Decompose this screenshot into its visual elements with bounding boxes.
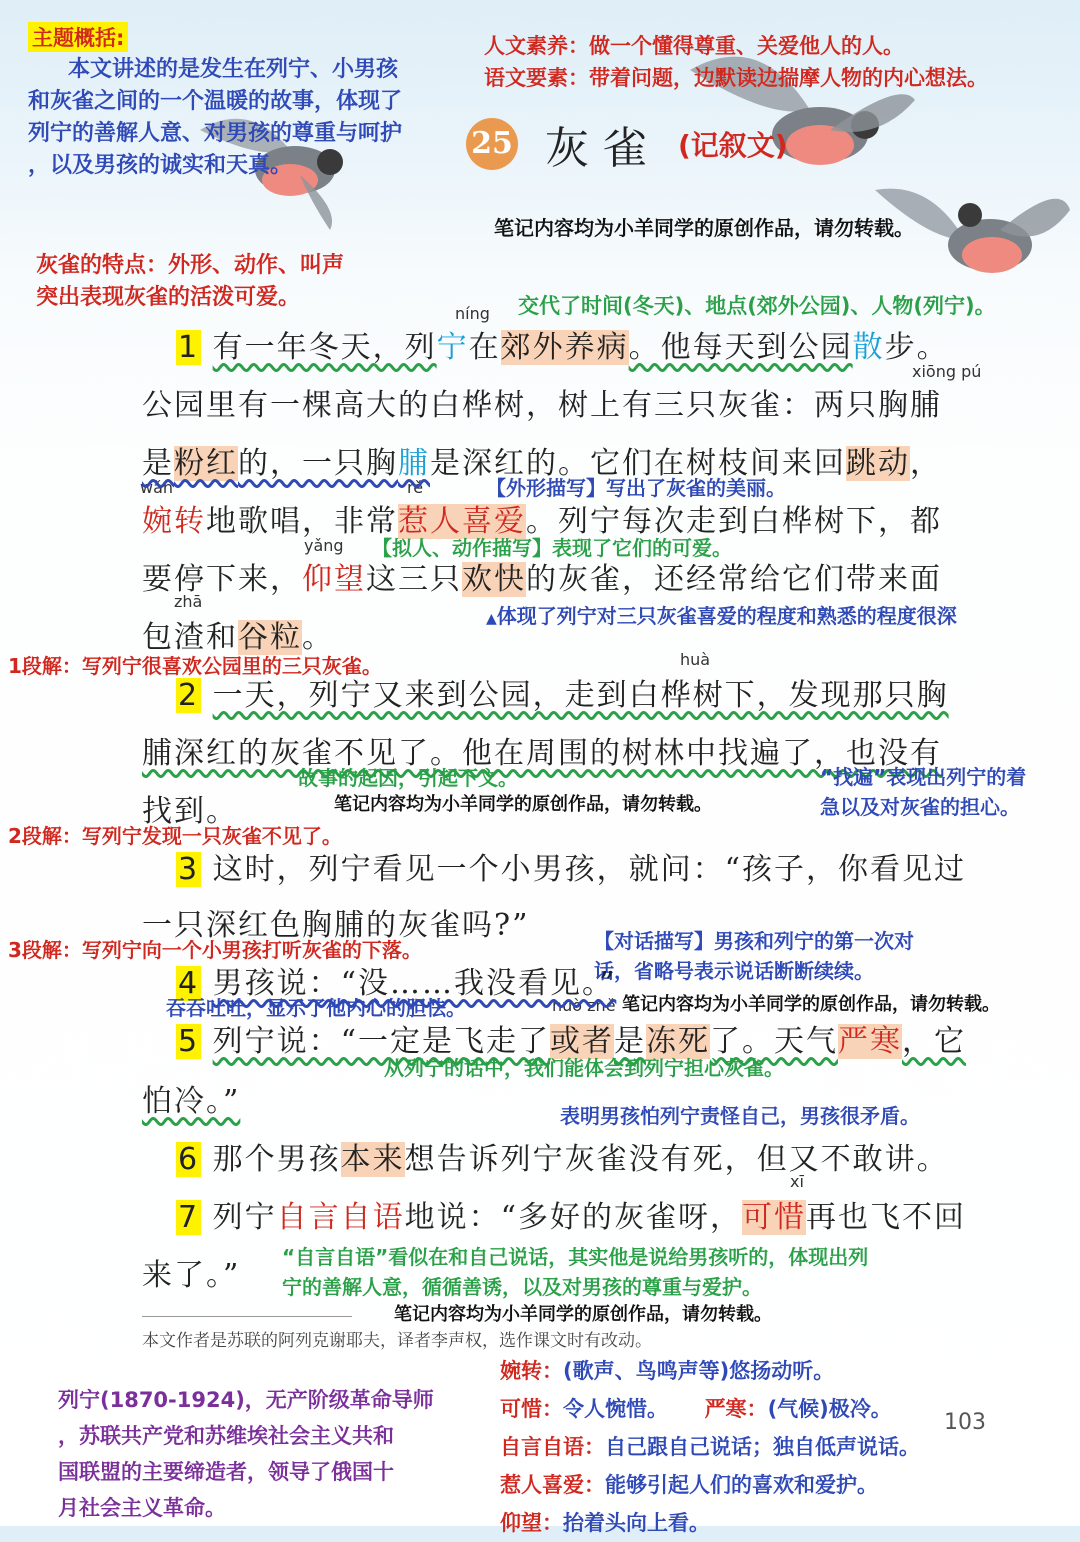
- paragraph-number: 6: [178, 1142, 200, 1177]
- text: 想告诉列宁灰雀没有死，但又不敢讲。: [404, 1142, 949, 1177]
- text: 月社会主义革命。: [58, 1496, 226, 1520]
- setting-note: 交代了时间(冬天)、地点(郊外公园)、人物(列宁)。: [518, 294, 996, 318]
- text: 一天，列宁又来到公园，走到白桦树下，发现那只胸: [212, 678, 949, 713]
- summary-line: ，以及男孩的诚实和天真。: [28, 153, 293, 178]
- text: 跳动: [846, 446, 910, 481]
- note-zhaobian: [820, 762, 1026, 822]
- text: 国联盟的主要缔造者，领导了俄国十: [58, 1460, 394, 1484]
- paragraph-7-line-1: [176, 1192, 966, 1236]
- paragraph-number: 7: [178, 1200, 200, 1235]
- language-goal: 语文要素：带着问题，边默读边揣摩人物的内心想法。: [484, 66, 988, 90]
- text: 郊外养病: [500, 330, 629, 365]
- text: “自言自语”看似在和自己说话，其实他是说给男孩听的，体现出列: [282, 1245, 869, 1269]
- text: 怕冷。”: [142, 1084, 241, 1119]
- watermark: 笔记内容均为小羊同学的原创作品，请勿转载。: [394, 1304, 772, 1325]
- text: 散: [852, 330, 885, 365]
- pinyin-wan: wǎn: [140, 478, 174, 497]
- text: 自言自语: [276, 1200, 405, 1235]
- text: 步。: [884, 330, 949, 365]
- text: 【对话描写】男孩和列宁的第一次对: [594, 929, 914, 953]
- text: 严寒：: [704, 1397, 768, 1421]
- text: 仰望：: [500, 1511, 563, 1535]
- text: 了。天气: [709, 1024, 838, 1059]
- p2-summary: 2段解：写列宁发现一只灰雀不见了。: [8, 824, 342, 848]
- text: ，: [910, 446, 942, 481]
- text: 惹人喜爱：: [500, 1473, 605, 1497]
- text: 抬着头向上看。: [563, 1511, 710, 1535]
- text: 是: [142, 446, 174, 481]
- text: 要停下来，: [142, 562, 302, 597]
- text: 惹人喜爱: [398, 504, 526, 539]
- paragraph-3-line-2: 一只深红色胸脯的灰雀吗?”: [142, 908, 530, 943]
- vocab-item: [500, 1390, 920, 1428]
- paragraph-6-line-1: [176, 1134, 949, 1178]
- text: 宁的善解人意，循循善诱，以及对男孩的尊重与爱护。: [282, 1275, 762, 1299]
- vocab-item: [500, 1466, 920, 1504]
- summary-line: 列宁的善解人意、对男孩的尊重与呵护: [28, 121, 403, 146]
- pinyin-yang: yǎng: [304, 536, 344, 555]
- lesson-genre: (记叙文): [678, 129, 788, 162]
- text: 宁: [436, 330, 469, 365]
- pinyin-re: rě: [407, 478, 424, 497]
- footnote-rule: [142, 1316, 352, 1317]
- pinyin-xi: xī: [790, 1172, 804, 1191]
- page-number: 103: [944, 1410, 986, 1435]
- text: 这三只: [366, 562, 462, 597]
- note-conflict: 表明男孩怕列宁责怪自己，男孩很矛盾。: [560, 1104, 920, 1128]
- text: 欢快: [462, 562, 526, 597]
- text: 婉转：: [500, 1359, 563, 1383]
- vocab-list: [500, 1352, 920, 1542]
- text: 那个男孩: [212, 1142, 341, 1177]
- text: 的灰雀，还经常给它们带来面: [526, 562, 942, 597]
- note-self-talk: [282, 1242, 868, 1302]
- text: 的，一只胸: [238, 446, 398, 481]
- text: (气候)极冷。: [767, 1397, 892, 1421]
- text: 粉红: [174, 446, 238, 481]
- source-note: 本文作者是苏联的阿列克谢耶夫，译者李声权，选作课文时有改动。: [142, 1331, 652, 1351]
- paragraph-number: 3: [178, 852, 200, 887]
- text: 包渣和: [142, 620, 238, 655]
- text: 。列宁每次走到白桦树下，都: [526, 504, 942, 539]
- pinyin-xiongpu: xiōng pú: [912, 362, 982, 381]
- watermark: 笔记内容均为小羊同学的原创作品，请勿转载。: [494, 216, 914, 240]
- text: 这时，列宁看见一个小男孩，就问：“孩子，你看见过: [212, 852, 966, 887]
- paragraph-number: 2: [178, 678, 200, 713]
- bird-traits-line: 突出表现灰雀的活泼可爱。: [36, 285, 301, 310]
- text: 列宁(1870-1924)，无产阶级革命导师: [58, 1388, 434, 1412]
- text: 婉转: [142, 504, 206, 539]
- text: 话，省略号表示说话断断续续。: [594, 959, 874, 983]
- text: 仰望: [302, 562, 366, 597]
- text: 地歌唱，非常: [206, 504, 398, 539]
- text: 再也飞不回: [805, 1200, 966, 1235]
- vocab-item: [500, 1352, 920, 1390]
- text: 是: [613, 1024, 646, 1059]
- paragraph-2-line-3: 找到。: [142, 794, 238, 829]
- text: 冻死: [645, 1024, 710, 1059]
- paragraph-5-line-2: [142, 1076, 240, 1120]
- text: “找遍”表现出列宁的着: [820, 765, 1027, 789]
- humanities-goal: 人文素养：做一个懂得尊重、关爱他人的人。: [484, 34, 904, 58]
- pinyin-hua: huà: [680, 650, 711, 669]
- watermark: 笔记内容均为小羊同学的原创作品，请勿转载。: [334, 794, 712, 815]
- text: ，它: [901, 1024, 966, 1059]
- summary-line: 和灰雀之间的一个温暖的故事，体现了: [28, 89, 403, 114]
- paragraph-1-line-1: [176, 322, 949, 366]
- text: 体现了列宁对三只灰雀喜爱的程度和熟悉的程度很深: [496, 604, 957, 628]
- note-worry: 从列宁的话中，我们能体会到列宁担心灰雀。: [384, 1056, 784, 1080]
- lesson-title: 灰 雀: [545, 123, 647, 174]
- summary-line: 本文讲述的是发生在列宁、小男孩: [68, 57, 399, 82]
- text: 脯深红的灰雀不见了。他在周围的树林中找遍了，也没有: [142, 736, 942, 771]
- summary-title: 主题概括:: [28, 22, 128, 52]
- text: 在: [468, 330, 501, 365]
- text: 脯: [398, 446, 430, 481]
- text: 自己跟自己说话；独自低声说话。: [605, 1435, 920, 1459]
- text: 急以及对灰雀的担心。: [820, 795, 1020, 819]
- p3-summary: 3段解：写列宁向一个小男孩打听灰雀的下落。: [8, 938, 422, 962]
- text: 或者: [549, 1024, 614, 1059]
- text: 可惜: [741, 1200, 806, 1235]
- pinyin-huozhe: huò zhě: [552, 996, 616, 1015]
- text: 。: [302, 620, 334, 655]
- text: 令人惋惜。: [563, 1397, 668, 1421]
- text: 。他每天到公园: [628, 330, 853, 365]
- text: 地说：“多好的灰雀呀，: [404, 1200, 742, 1235]
- note-love: ▲体现了列宁对三只灰雀喜爱的程度和熟悉的程度很深: [486, 604, 957, 628]
- paragraph-number: 4: [178, 966, 200, 1001]
- lenin-bio: [58, 1382, 434, 1526]
- text: ，苏联共产党和苏维埃社会主义共和: [58, 1424, 394, 1448]
- bird-traits-line: 灰雀的特点：外形、动作、叫声: [36, 253, 345, 278]
- vocab-item: [500, 1504, 920, 1542]
- paragraph-number: 1: [178, 330, 200, 365]
- text: 是深红的。它们在树枝间来回: [430, 446, 846, 481]
- note-action: 【拟人、动作描写】表现了它们的可爱。: [372, 536, 732, 560]
- note-dialog: [594, 926, 914, 986]
- paragraph-2-line-1: [176, 670, 949, 714]
- text: (歌声、鸟鸣声等)悠扬动听。: [563, 1359, 835, 1383]
- paragraph-1-line-2: 公园里有一棵高大的白桦树，树上有三只灰雀：两只胸脯: [142, 388, 942, 423]
- text: 自言自语：: [500, 1435, 605, 1459]
- text: 能够引起人们的喜欢和爱护。: [605, 1473, 878, 1497]
- watermark: 笔记内容均为小羊同学的原创作品，请勿转载。: [622, 994, 1000, 1015]
- bird-traits: [36, 250, 344, 314]
- lesson-number: 25: [466, 118, 518, 170]
- pinyin-zha: zhā: [174, 592, 203, 611]
- summary-text: [28, 54, 468, 182]
- text: 男孩说：“没……我没看见。”: [212, 966, 617, 1001]
- paragraph-7-line-2: 来了。”: [142, 1258, 241, 1293]
- text: 列宁: [212, 1200, 277, 1235]
- note-timid: 吞吞吐吐，显示了他内心的胆怯。: [166, 996, 466, 1020]
- text: 有一年冬天，列: [212, 330, 437, 365]
- vocab-item: [500, 1428, 920, 1466]
- paragraph-number: 5: [178, 1024, 200, 1059]
- p1-summary: 1段解：写列宁很喜欢公园里的三只灰雀。: [8, 654, 382, 678]
- text: 本来: [340, 1142, 405, 1177]
- note-appearance: 【外形描写】写出了灰雀的美丽。: [486, 476, 786, 500]
- note-cause: 故事的起因，引起下文。: [298, 766, 518, 790]
- text: 可惜：: [500, 1397, 563, 1421]
- text: 谷粒: [238, 620, 302, 655]
- text: 严寒: [837, 1024, 902, 1059]
- paragraph-3-line-1: [176, 844, 966, 888]
- pinyin-ning: níng: [455, 304, 490, 323]
- text: 列宁说：“一定是飞走了: [212, 1024, 550, 1059]
